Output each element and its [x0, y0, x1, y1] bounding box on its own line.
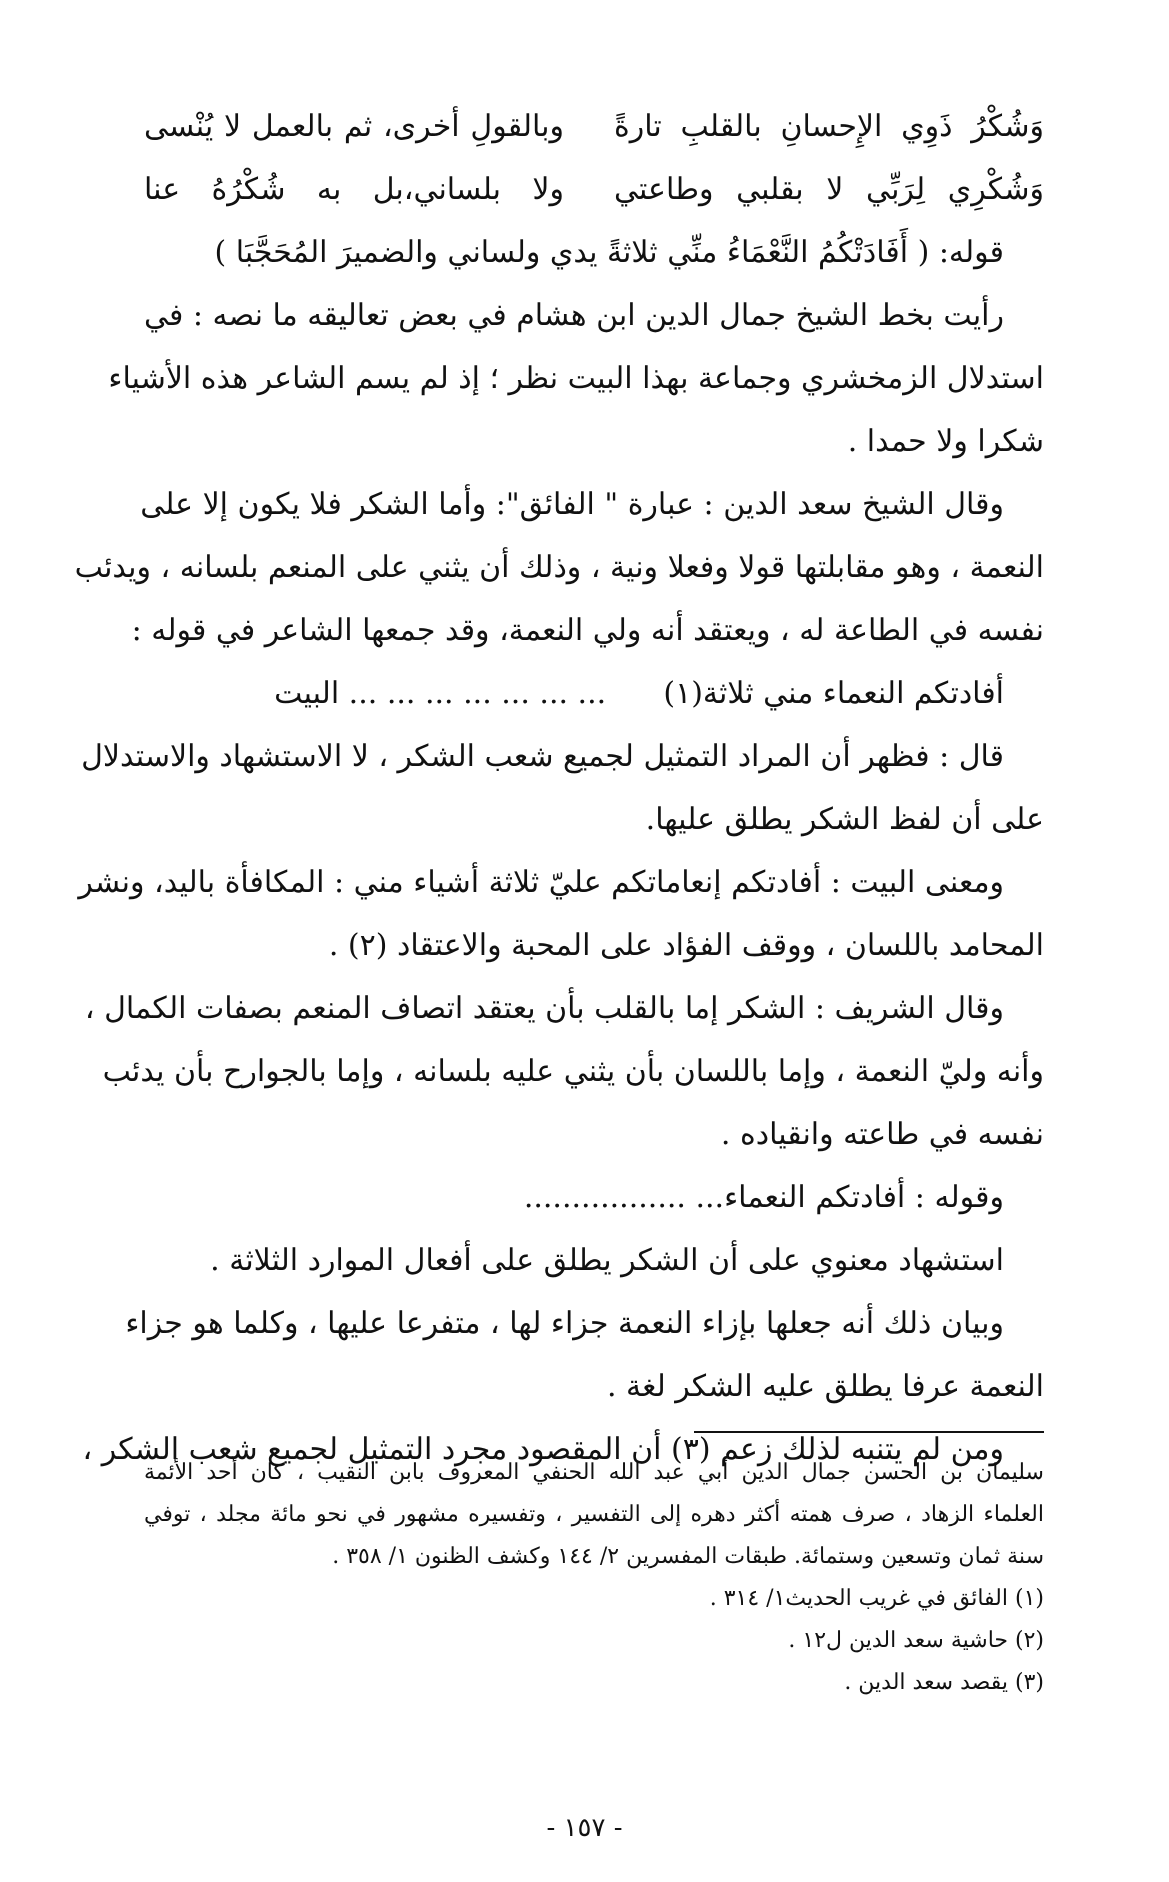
footnote-item: (١) الفائق في غريب الحديث١/ ٣١٤ . [709, 1586, 1044, 1611]
verse-second-hemistich: ولا بلساني،بل به شُكْرُهُ عنا [144, 172, 564, 207]
footnote-bio-line: سليمان بن الحسن جمال الدين أبي عبد الله الحنفي المعروف بابن النقيب ، كان أحد الأئمة [144, 1460, 1044, 1485]
paragraph-line: ومعنى البيت : أفادتكم إنعاماتكم عليّ ثلاثة أشياء مني : المكافأة باليد، ونشر [78, 865, 1004, 900]
paragraph-line: ومن لم يتنبه لذلك زعم (٣) أن المقصود مجرد التمثيل لجميع شعب الشكر ، [82, 1432, 1004, 1467]
paragraph-line: النعمة عرفا يطلق عليه الشكر لغة . [606, 1369, 1044, 1404]
paragraph-line: وقوله : أفادتكم النعماء... ................. [523, 1180, 1004, 1215]
verse-line [144, 158, 1044, 221]
paragraph-line: نفسه في الطاعة له ، ويعتقد أنه ولي النعمة، وقد جمعها الشاعر في قوله : [131, 613, 1044, 648]
footnote-bio-line: العلماء الزهاد ، صرف همته أكثر دهره إلى التفسير ، وتفسيره مشهور في نحو مائة مجلد ، توفي [144, 1502, 1044, 1527]
footnote-item: (٢) حاشية سعد الدين ل١٢ . [788, 1628, 1044, 1653]
paragraph-line: على أن لفظ الشكر يطلق عليها. [645, 802, 1044, 837]
footnotes [144, 1452, 1044, 1704]
paragraph-line: وقال الشيخ سعد الدين : عبارة " الفائق": وأما الشكر فلا يكون إلا على [140, 487, 1004, 522]
paragraph-line: شكرا ولا حمدا . [847, 424, 1044, 459]
paragraph-line: قال : فظهر أن المراد التمثيل لجميع شعب الشكر ، لا الاستشهاد والاستدلال [81, 739, 1004, 774]
verse-first-hemistich: وَشُكْرِي لِرَبِّي لا بقلبي وطاعتي [614, 172, 1044, 207]
paragraph-line: استشهاد معنوي على أن الشكر يطلق على أفعال الموارد الثلاثة . [210, 1243, 1004, 1278]
paragraph-line: استدلال الزمخشري وجماعة بهذا البيت نظر ؛ إذ لم يسم الشاعر هذه الأشياء [108, 361, 1044, 396]
verse-line [144, 95, 1044, 158]
verse-second-hemistich: وبالقولِ أخرى، ثم بالعمل لا يُنْسى [144, 109, 564, 144]
quoted-verse-line: قوله: ( أَفَادَتْكُمُ النَّعْمَاءُ منِّي ثلاثةً يدي ولساني والضميرَ المُحَجَّبَا ) [214, 235, 1004, 270]
quoted-verse-line: أفادتكم النعماء مني ثلاثة(١) ... ... ... ... ... ... ... البيت [274, 676, 1004, 711]
verse-first-hemistich: وَشُكْرُ ذَوِي الإِحسانِ بالقلبِ تارةً [614, 109, 1044, 144]
main-text [74, 95, 1044, 1481]
paragraph-line: وأنه وليّ النعمة ، وإما باللسان بأن يثني عليه بلسانه ، وإما بالجوارح بأن يدئب [102, 1054, 1044, 1089]
paragraph-line: وبيان ذلك أنه جعلها بإزاء النعمة جزاء لها ، متفرعا عليها ، وكلما هو جزاء [125, 1306, 1004, 1341]
footnote-bio-line: سنة ثمان وتسعين وستمائة. طبقات المفسرين ٢/ ١٤٤ وكشف الظنون ١/ ٣٥٨ . [332, 1544, 1044, 1569]
paragraph-line: وقال الشريف : الشكر إما بالقلب بأن يعتقد اتصاف المنعم بصفات الكمال ، [84, 991, 1004, 1026]
paragraph-line: المحامد باللسان ، ووقف الفؤاد على المحبة والاعتقاد (٢) . [328, 928, 1044, 963]
paragraph-line: نفسه في طاعته وانقياده . [720, 1117, 1044, 1152]
footnote-item: (٣) يقصد سعد الدين . [844, 1670, 1044, 1695]
paragraph-line: رأيت بخط الشيخ جمال الدين ابن هشام في بعض تعاليقه ما نصه : في [144, 298, 1004, 333]
footnote-divider [694, 1431, 1044, 1433]
paragraph-line: النعمة ، وهو مقابلتها قولا وفعلا ونية ، وذلك أن يثني على المنعم بلسانه ، ويدئب [74, 550, 1044, 585]
page-number: - ١٥٧ - [546, 1813, 623, 1843]
